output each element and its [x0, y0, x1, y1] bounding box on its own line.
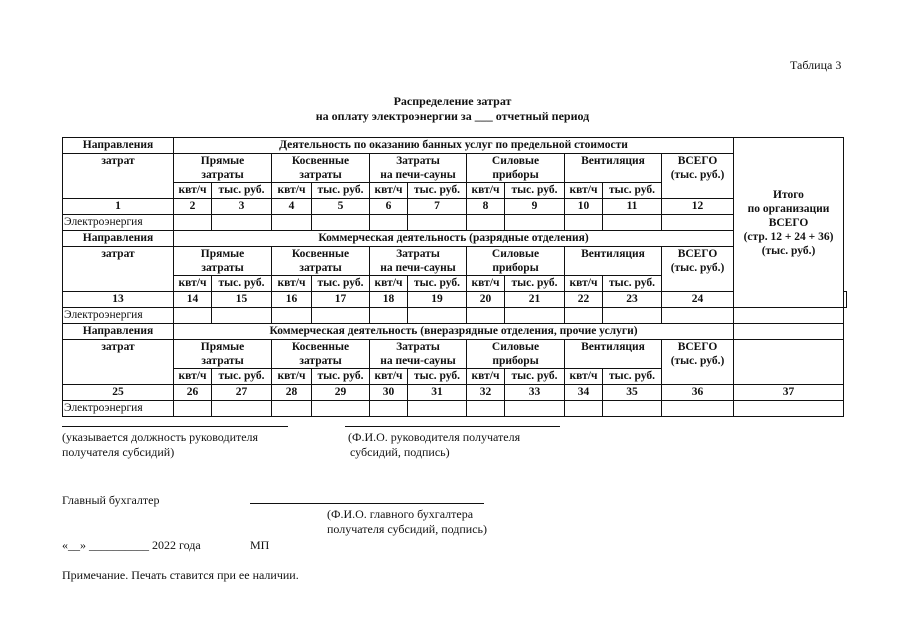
col-number: 12: [662, 199, 734, 215]
numbers-row-2: [63, 292, 847, 308]
unit-kwh: квт/ч: [272, 369, 312, 385]
input-cell[interactable]: [370, 308, 408, 324]
unit-rub: тыс. руб.: [408, 183, 467, 199]
numbers-row-3: [63, 385, 847, 401]
input-cell[interactable]: [212, 401, 272, 417]
col-number: 15: [212, 292, 272, 308]
unit-kwh: квт/ч: [370, 369, 408, 385]
input-cell[interactable]: [408, 401, 467, 417]
head-signature-line: [345, 426, 560, 427]
input-cell[interactable]: [467, 401, 505, 417]
unit-kwh: квт/ч: [467, 183, 505, 199]
direction-header-cont: затрат: [63, 340, 174, 385]
col-number: 32: [467, 385, 505, 401]
group-ventilation: Вентиляция: [565, 247, 662, 276]
input-cell[interactable]: [174, 308, 212, 324]
direction-header: Направления: [63, 324, 174, 340]
direction-header: Направления: [63, 231, 174, 247]
input-cell[interactable]: [662, 215, 734, 231]
row-label: Электроэнергия: [63, 308, 174, 324]
total-header: ВСЕГО (тыс. руб.): [662, 340, 734, 385]
group-direct: Прямые затраты: [174, 247, 272, 276]
unit-kwh: квт/ч: [174, 369, 212, 385]
input-cell[interactable]: [603, 308, 662, 324]
input-cell[interactable]: [408, 308, 467, 324]
input-cell[interactable]: [212, 308, 272, 324]
col-number: 28: [272, 385, 312, 401]
input-cell[interactable]: [662, 401, 734, 417]
input-cell[interactable]: [505, 308, 565, 324]
group-sauna: Затраты на печи-сауны: [370, 154, 467, 183]
unit-kwh: квт/ч: [174, 183, 212, 199]
col-number: 3: [212, 199, 272, 215]
group-indirect: Косвенные затраты: [272, 340, 370, 369]
unit-kwh: квт/ч: [370, 183, 408, 199]
input-cell[interactable]: [565, 308, 603, 324]
chief-name-caption-2: получателя субсидий, подпись): [327, 522, 488, 536]
input-cell[interactable]: [312, 401, 370, 417]
unit-rub: тыс. руб.: [603, 276, 662, 292]
unit-rub: тыс. руб.: [312, 369, 370, 385]
org-total-spacer: [844, 292, 847, 308]
col-number: 25: [63, 385, 174, 401]
electricity-row-2: [63, 308, 847, 324]
col-number: 33: [505, 385, 565, 401]
input-cell[interactable]: [603, 215, 662, 231]
input-cell[interactable]: [312, 308, 370, 324]
org-total-spacer: [734, 308, 844, 324]
stamp-label: МП: [250, 538, 270, 552]
direction-header: Направления: [63, 138, 174, 154]
col-number: 35: [603, 385, 662, 401]
col-number: 30: [370, 385, 408, 401]
col-number: 11: [603, 199, 662, 215]
input-cell[interactable]: [565, 401, 603, 417]
input-cell[interactable]: [370, 215, 408, 231]
chief-signature-line: [250, 503, 484, 504]
col-number: 9: [505, 199, 565, 215]
org-total-spacer: [734, 324, 844, 340]
unit-rub: тыс. руб.: [505, 276, 565, 292]
document-title-line2: на оплату электроэнергии за ___ отчетный период: [315, 109, 590, 123]
unit-rub: тыс. руб.: [603, 369, 662, 385]
unit-kwh: квт/ч: [467, 369, 505, 385]
group-ventilation: Вентиляция: [565, 154, 662, 183]
col-number: 13: [63, 292, 174, 308]
unit-rub: тыс. руб.: [312, 276, 370, 292]
direction-header-cont: затрат: [63, 247, 174, 292]
group-indirect: Косвенные затраты: [272, 247, 370, 276]
unit-kwh: квт/ч: [272, 276, 312, 292]
col-number: 31: [408, 385, 467, 401]
total-header: ВСЕГО (тыс. руб.): [662, 247, 734, 292]
col-number: 4: [272, 199, 312, 215]
input-cell[interactable]: [734, 401, 844, 417]
col-number: 10: [565, 199, 603, 215]
col-number: 7: [408, 199, 467, 215]
numbers-row-1: [63, 199, 847, 215]
electricity-row-3: [63, 401, 847, 417]
col-number: 5: [312, 199, 370, 215]
head-position-line: [62, 426, 288, 427]
unit-kwh: квт/ч: [565, 276, 603, 292]
cost-distribution-table: [62, 137, 847, 417]
table-number: Таблица 3: [790, 58, 842, 72]
group-direct: Прямые затраты: [174, 340, 272, 369]
col-number: 20: [467, 292, 505, 308]
unit-rub: тыс. руб.: [212, 369, 272, 385]
group-ventilation: Вентиляция: [565, 340, 662, 369]
input-cell[interactable]: [662, 308, 734, 324]
input-cell[interactable]: [467, 215, 505, 231]
head-name-caption-1: (Ф.И.О. руководителя получателя: [348, 430, 521, 444]
head-position-caption-2: получателя субсидий): [62, 445, 175, 459]
input-cell[interactable]: [603, 401, 662, 417]
input-cell[interactable]: [174, 401, 212, 417]
col-number: 22: [565, 292, 603, 308]
input-cell[interactable]: [565, 215, 603, 231]
input-cell[interactable]: [174, 215, 212, 231]
input-cell[interactable]: [505, 401, 565, 417]
col-number: 19: [408, 292, 467, 308]
col-number: 14: [174, 292, 212, 308]
col-number: 34: [565, 385, 603, 401]
unit-kwh: квт/ч: [370, 276, 408, 292]
direction-header-cont: затрат: [63, 154, 174, 199]
col-number: 8: [467, 199, 505, 215]
total-header: ВСЕГО (тыс. руб.): [662, 154, 734, 199]
group-sauna: Затраты на печи-сауны: [370, 340, 467, 369]
col-number: 18: [370, 292, 408, 308]
unit-kwh: квт/ч: [565, 369, 603, 385]
org-total-header: Итого по организации ВСЕГО (стр. 12 + 24 + 36) (тыс. руб.): [734, 138, 844, 308]
group-sauna: Затраты на печи-сауны: [370, 247, 467, 276]
unit-rub: тыс. руб.: [505, 369, 565, 385]
row-label: Электроэнергия: [63, 401, 174, 417]
unit-rub: тыс. руб.: [312, 183, 370, 199]
group-power: Силовые приборы: [467, 247, 565, 276]
col-number: 37: [734, 385, 844, 401]
group-indirect: Косвенные затраты: [272, 154, 370, 183]
electricity-row-1: [63, 215, 847, 231]
unit-rub: тыс. руб.: [212, 183, 272, 199]
col-number: 6: [370, 199, 408, 215]
section2-title: Коммерческая деятельность (разрядные отделения): [174, 231, 734, 247]
col-number: 26: [174, 385, 212, 401]
unit-rub: тыс. руб.: [505, 183, 565, 199]
unit-kwh: квт/ч: [467, 276, 505, 292]
chief-accountant-label: Главный бухгалтер: [62, 493, 160, 507]
unit-rub: тыс. руб.: [603, 183, 662, 199]
col-number: 27: [212, 385, 272, 401]
unit-kwh: квт/ч: [272, 183, 312, 199]
col-number: 23: [603, 292, 662, 308]
input-cell[interactable]: [312, 215, 370, 231]
unit-rub: тыс. руб.: [212, 276, 272, 292]
document-title-line1: Распределение затрат: [393, 94, 512, 108]
input-cell[interactable]: [272, 215, 312, 231]
head-name-caption-2: субсидий, подпись): [350, 445, 450, 459]
input-cell[interactable]: [212, 215, 272, 231]
group-power: Силовые приборы: [467, 154, 565, 183]
date-field[interactable]: «__» __________ 2022 года: [62, 538, 201, 552]
col-number: 21: [505, 292, 565, 308]
unit-rub: тыс. руб.: [408, 369, 467, 385]
row-label: Электроэнергия: [63, 215, 174, 231]
col-number: 36: [662, 385, 734, 401]
col-number: 16: [272, 292, 312, 308]
unit-kwh: квт/ч: [174, 276, 212, 292]
input-cell[interactable]: [272, 308, 312, 324]
col-number: 2: [174, 199, 212, 215]
col-number: 29: [312, 385, 370, 401]
col-number: 1: [63, 199, 174, 215]
col-number: 17: [312, 292, 370, 308]
note: Примечание. Печать ставится при ее наличии.: [62, 568, 299, 582]
unit-rub: тыс. руб.: [408, 276, 467, 292]
chief-name-caption-1: (Ф.И.О. главного бухгалтера: [327, 507, 474, 521]
col-number: 24: [662, 292, 734, 308]
section3-title: Коммерческая деятельность (внеразрядные отделения, прочие услуги): [174, 324, 734, 340]
group-power: Силовые приборы: [467, 340, 565, 369]
input-cell[interactable]: [467, 308, 505, 324]
input-cell[interactable]: [370, 401, 408, 417]
input-cell[interactable]: [272, 401, 312, 417]
org-total-spacer: [734, 340, 844, 385]
head-position-caption-1: (указывается должность руководителя: [62, 430, 259, 444]
section1-title: Деятельность по оказанию банных услуг по предельной стоимости: [174, 138, 734, 154]
input-cell[interactable]: [408, 215, 467, 231]
group-direct: Прямые затраты: [174, 154, 272, 183]
unit-kwh: квт/ч: [565, 183, 603, 199]
input-cell[interactable]: [505, 215, 565, 231]
